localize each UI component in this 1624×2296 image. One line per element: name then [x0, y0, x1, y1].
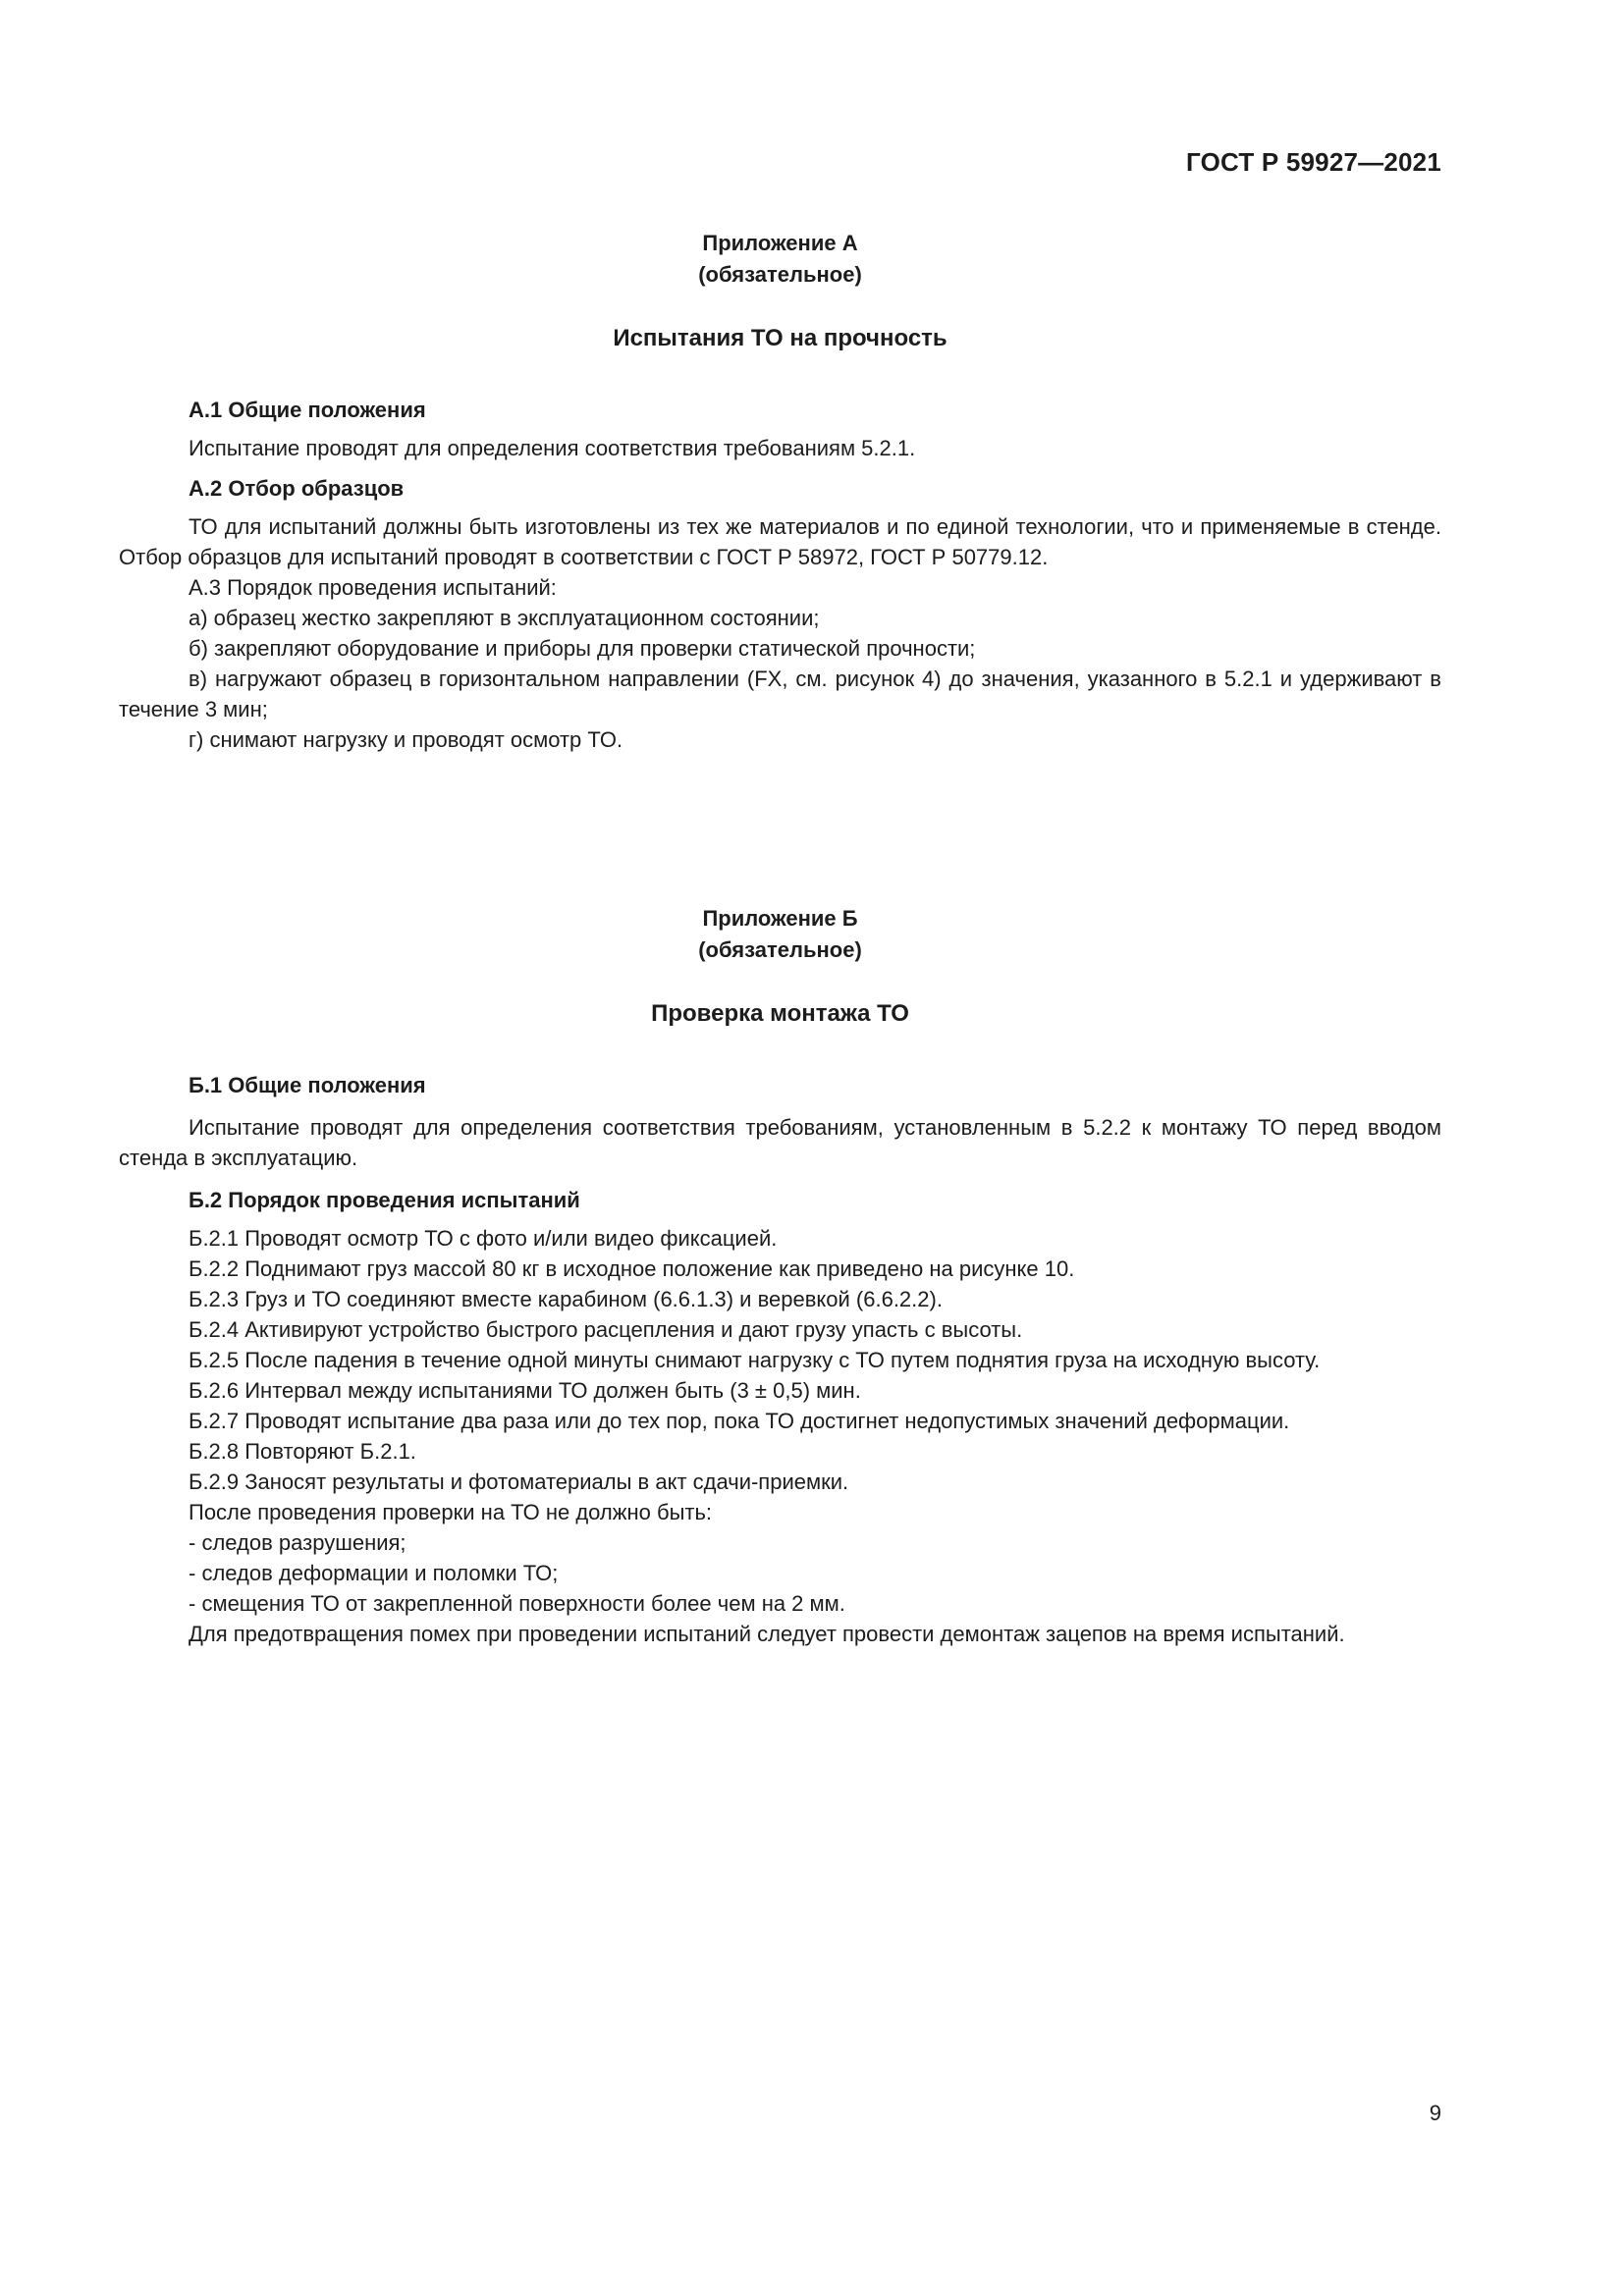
section-b1-paragraph: Испытание проводят для определения соответствия требованиям, установленным в 5.2.2 к монтажу ТО перед вводом стенда в эксплуатацию.	[119, 1115, 1441, 1170]
section-a3-step-b: б) закрепляют оборудование и приборы для проверки статической прочности;	[189, 636, 976, 661]
appendix-a-type: (обязательное)	[698, 262, 862, 287]
section-a2-heading: А.2 Отбор образцов	[189, 476, 405, 501]
section-b2-condition-2: - следов деформации и поломки ТО;	[189, 1561, 559, 1585]
section-a3-step-a: а) образец жестко закрепляют в эксплуатационном состоянии;	[189, 606, 820, 630]
appendix-a-title: Приложение А	[702, 231, 858, 255]
section-a2-paragraph: ТО для испытаний должны быть изготовлены из тех же материалов и по единой технологии, что и применяемые в стенде. Отбор образцов для испытаний проводят в соответствии с ГОСТ Р 58972, ГОСТ Р 50779.12.	[119, 514, 1441, 569]
section-b2-note: Для предотвращения помех при проведении испытаний следует провести демонтаж зацепов на время испытаний.	[189, 1622, 1345, 1646]
section-b2-heading: Б.2 Порядок проведения испытаний	[189, 1188, 580, 1212]
section-b2-item-7: Б.2.7 Проводят испытание два раза или до тех пор, пока ТО достигнет недопустимых значений деформации.	[189, 1409, 1290, 1433]
section-b2-item-6: Б.2.6 Интервал между испытаниями ТО должен быть (3 ± 0,5) мин.	[189, 1378, 861, 1403]
section-a3-step-g: г) снимают нагрузку и проводят осмотр ТО.	[189, 727, 623, 752]
section-b1-heading: Б.1 Общие положения	[189, 1073, 426, 1097]
appendix-a-heading: Испытания ТО на прочность	[613, 325, 947, 351]
page-content	[119, 0, 1441, 1649]
section-a3-intro: А.3 Порядок проведения испытаний:	[189, 575, 557, 600]
appendix-b-type: (обязательное)	[698, 937, 862, 962]
section-b2-item-8: Б.2.8 Повторяют Б.2.1.	[189, 1439, 416, 1464]
section-b2-item-4: Б.2.4 Активируют устройство быстрого расцепления и дают грузу упасть с высоты.	[189, 1317, 1023, 1342]
section-a1-heading: А.1 Общие положения	[189, 398, 426, 422]
section-b2-item-3: Б.2.3 Груз и ТО соединяют вместе карабином (6.6.1.3) и веревкой (6.6.2.2).	[189, 1287, 943, 1311]
appendix-a-label	[119, 228, 1441, 291]
section-b2-item-5: Б.2.5 После падения в течение одной минуты снимают нагрузку с ТО путем поднятия груза на исходную высоту.	[189, 1348, 1321, 1372]
document-id-header: ГОСТ Р 59927—2021	[1186, 147, 1441, 177]
section-a1-paragraph: Испытание проводят для определения соответствия требованиям 5.2.1.	[189, 436, 916, 460]
section-b2-item-2: Б.2.2 Поднимают груз массой 80 кг в исходное положение как приведено на рисунке 10.	[189, 1256, 1075, 1281]
appendix-b-title: Приложение Б	[702, 906, 858, 931]
appendix-b-label	[119, 903, 1441, 966]
section-a3-step-v: в) нагружают образец в горизонтальном направлении (FX, см. рисунок 4) до значения, указанного в 5.2.1 и удерживают в течение 3 мин;	[119, 667, 1441, 721]
page-number: 9	[1429, 2101, 1441, 2125]
section-b2-condition-1: - следов разрушения;	[189, 1530, 406, 1555]
section-b2-item-9: Б.2.9 Заносят результаты и фотоматериалы в акт сдачи-приемки.	[189, 1469, 849, 1494]
section-b2-item-1: Б.2.1 Проводят осмотр ТО с фото и/или видео фиксацией.	[189, 1226, 778, 1251]
section-b2-condition-3: - смещения ТО от закрепленной поверхности более чем на 2 мм.	[189, 1591, 845, 1616]
section-b2-conclusion: После проведения проверки на ТО не должно быть:	[189, 1500, 713, 1524]
appendix-b-heading: Проверка монтажа ТО	[651, 1000, 909, 1027]
